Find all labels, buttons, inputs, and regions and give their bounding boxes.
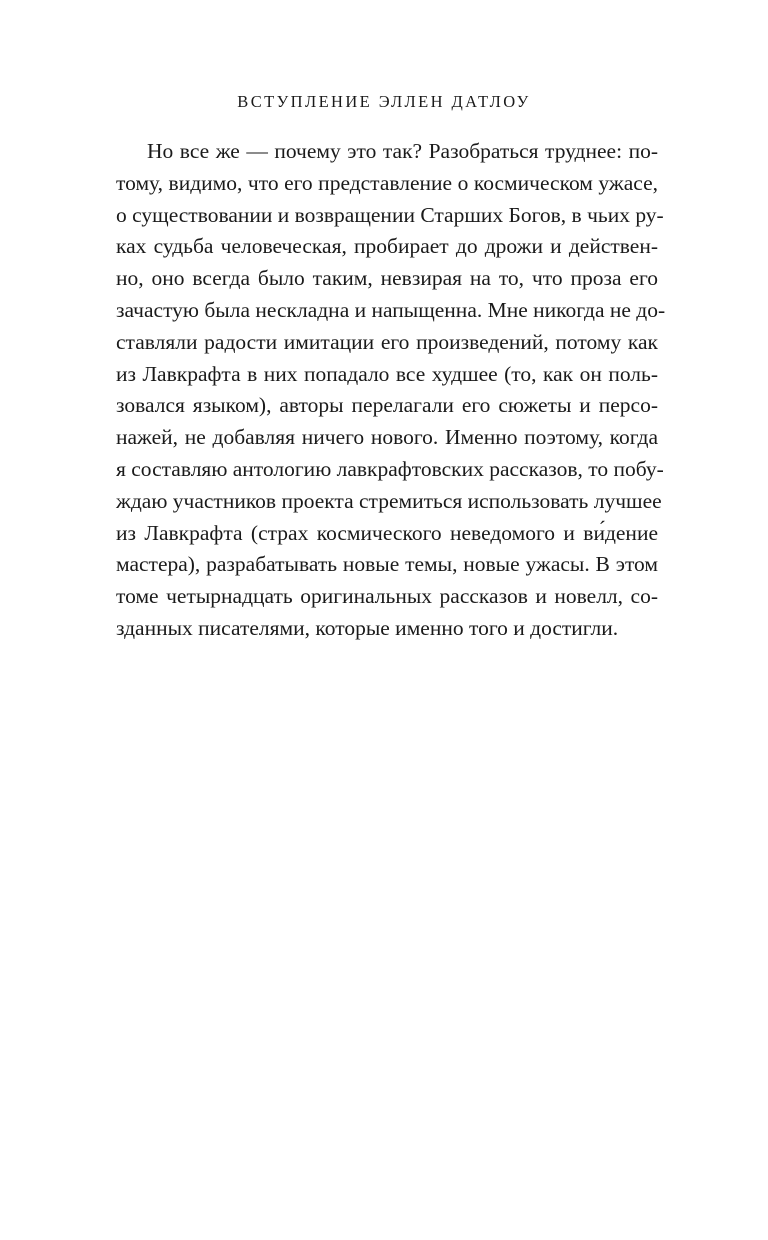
text-line: но, оно всегда было таким, невзирая на то, что проза его bbox=[116, 266, 658, 291]
text-line: нажей, не добавляя ничего нового. Именно поэтому, когда bbox=[116, 425, 658, 450]
text-line: зовался языком), авторы перелагали его сюжеты и персо- bbox=[116, 393, 658, 418]
text-line: из Лавкрафта в них попадало все худшее (то, как он поль- bbox=[116, 361, 658, 386]
body-paragraph bbox=[116, 136, 666, 645]
text-line: томе четырнадцать оригинальных рассказов и новелл, со- bbox=[116, 584, 658, 609]
text-line: Но все же — почему это так? Разобраться труднее: по- bbox=[147, 139, 658, 163]
text-line: ждаю участников проекта стремиться использовать лучшее bbox=[116, 488, 662, 513]
running-head: ВСТУПЛЕНИЕ ЭЛЛЕН ДАТЛОУ bbox=[237, 92, 531, 111]
text-line: зачастую была нескладна и напыщенна. Мне никогда не до- bbox=[116, 297, 666, 322]
text-line: мастера), разрабатывать новые темы, новые ужасы. В этом bbox=[116, 552, 658, 577]
text-line: я составляю антологию лавкрафтовских рассказов, то побу- bbox=[116, 456, 664, 481]
text-line: зданных писателями, которые именно того и достигли. bbox=[116, 615, 619, 640]
text-line: ставляли радости имитации его произведений, потому как bbox=[116, 329, 658, 354]
text-line: о существовании и возвращении Старших Богов, в чьих ру- bbox=[116, 202, 664, 227]
text-line: ках судьба человеческая, пробирает до дрожи и действен- bbox=[116, 234, 658, 259]
text-line: тому, видимо, что его представление о космическом ужасе, bbox=[116, 170, 658, 195]
text-line: из Лавкрафта (страх космического неведомого и ви́дение bbox=[116, 520, 658, 545]
